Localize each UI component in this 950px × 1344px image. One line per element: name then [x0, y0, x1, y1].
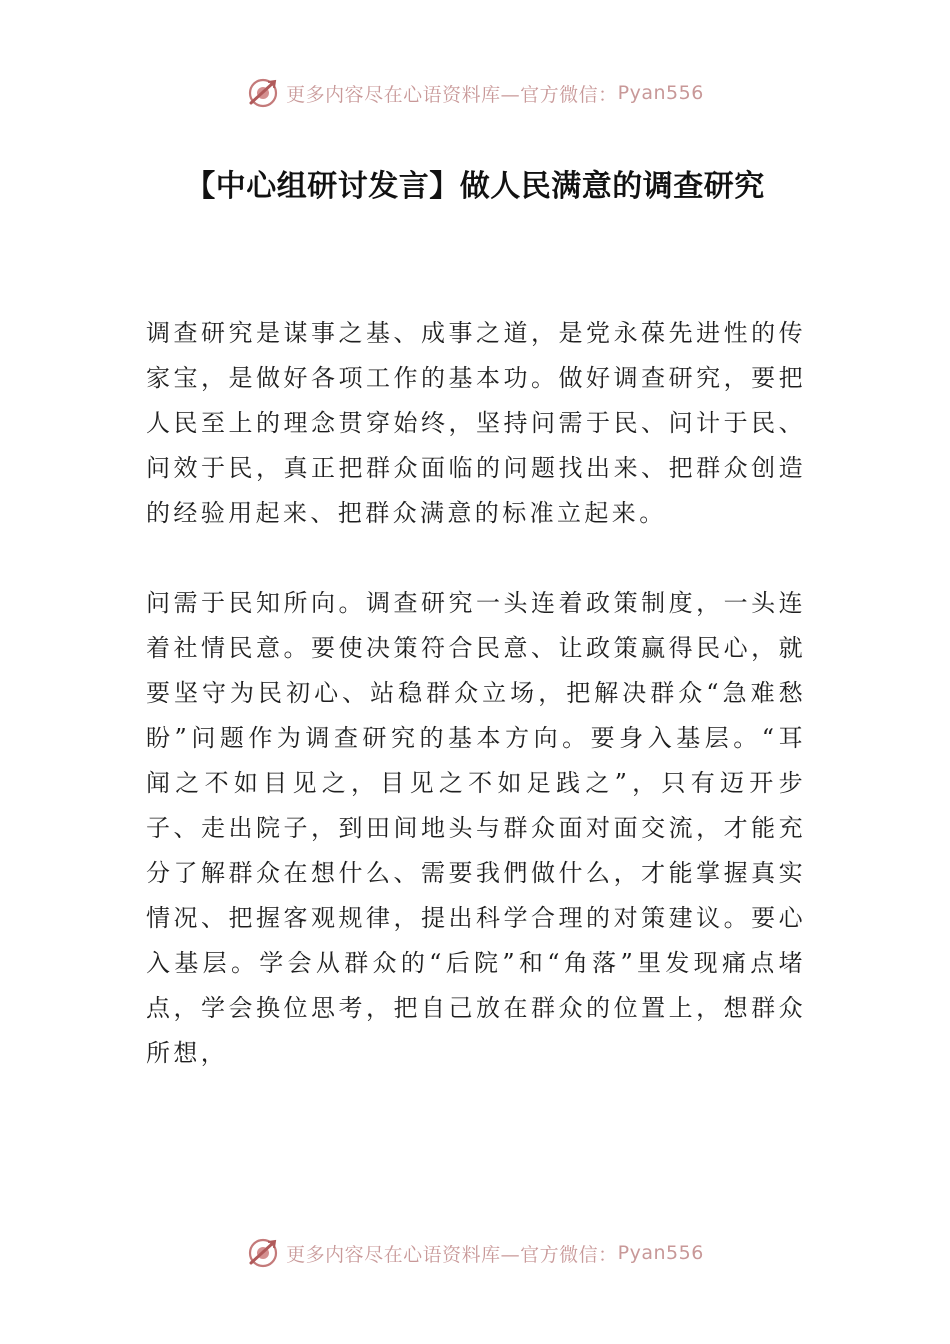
logo-icon [246, 1236, 280, 1270]
paragraph: 调查研究是谋事之基、成事之道，是党永葆先进性的传家宝，是做好各项工作的基本功。做好调查研究，要把人民至上的理念贯穿始终，坚持问需于民、问计于民、问效于民，真正把群众面临的问题找出来、把群众创造的经验用起来、把群众满意的标准立起来。 [146, 319, 806, 527]
footer-watermark [0, 1233, 950, 1273]
watermark-text: 更多内容尽在心语资料库—官方微信： [286, 1243, 618, 1266]
logo-icon [246, 76, 280, 110]
watermark-wechat-id: Pyan556 [617, 1242, 704, 1264]
paragraph: 问需于民知所向。调查研究一头连着政策制度，一头连着社情民意。要使决策符合民意、让政策赢得民心，就要坚守为民初心、站稳群众立场，把解决群众“急难愁盼”问题作为调查研究的基本方向。要身入基层。“耳闻之不如目见之，目见之不如足践之”，只有迈开步子、走出院子，到田间地头与群众面对面交流，才能充分了解群众在想什么、需要我們做什么，才能掌握真实情况、把握客观规律，提出科学合理的对策建议。要心入基层。学会从群众的“后院”和“角落”里发现痛点堵点，学会换位思考，把自己放在群众的位置上，想群众所想， [146, 589, 806, 1067]
watermark-text: 更多内容尽在心语资料库—官方微信： [286, 83, 618, 106]
watermark-wechat-id: Pyan556 [617, 82, 704, 104]
header-watermark [0, 73, 950, 113]
document-body [146, 311, 806, 1076]
document-title: 【中心组研讨发言】做人民满意的调查研究 [185, 169, 765, 204]
